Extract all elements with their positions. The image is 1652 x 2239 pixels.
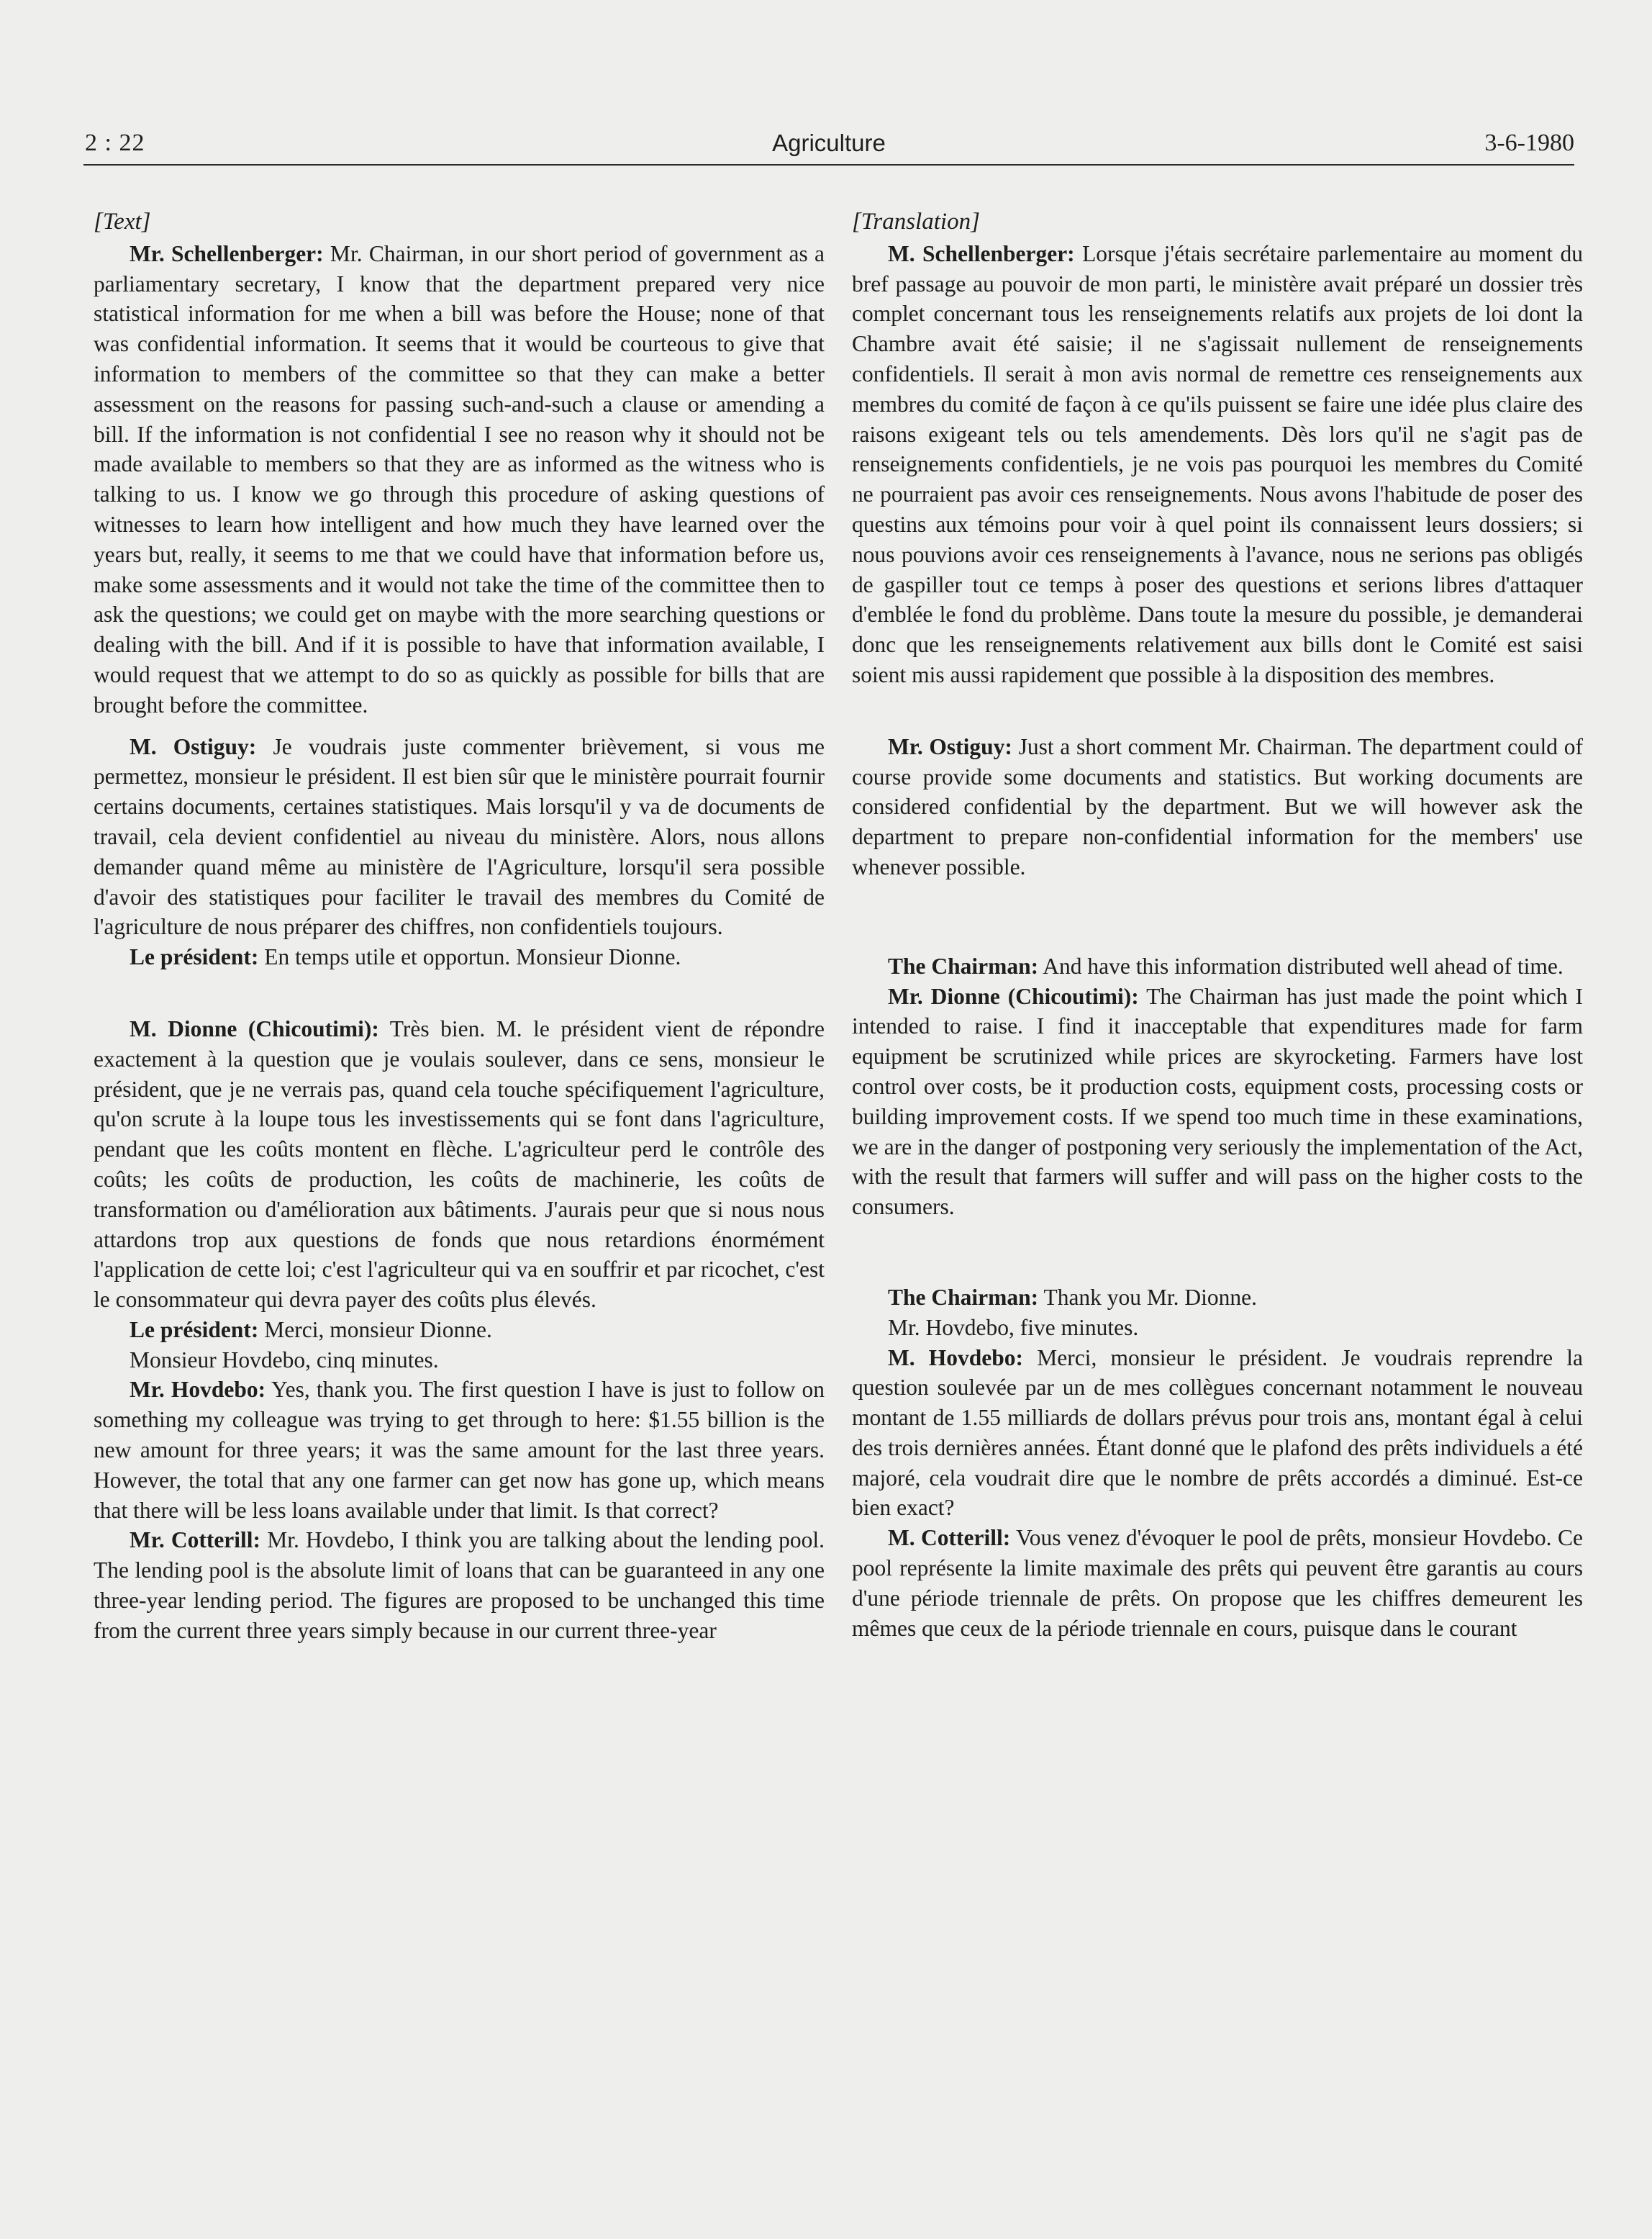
speech-text: Lorsque j'étais secrétaire parlementaire au moment du bref passage au pouvoir de mon parti, le ministère avait préparé un dossier très complet concernant tous les renseignements relatifs aux projets de loi dont la Chambre avait été saisie; il ne s'agissait nullement de renseignements confidentiels. Il serait à mon avis normal de remettre ces renseignements aux membres du comité de façon à ce qu'ils puissent se faire une idée plus claire des raisons exigeant tels ou tels amendements. Dès lors qu'il ne s'agit pas de renseignements confidentiels, je ne vois pas pourquoi les membres du Comité ne pourraient pas avoir ces renseignements. Nous avons l'habitude de poser des questins aux témoins pour voir à quel point ils connaissent leurs dossiers; si nous pouvions avoir ces renseignements à l'avance, nous ne serions pas obligés de gaspiller tout ce temps à poser des questions et serions libres d'attaquer d'emblée le fond du problème. Dans toute la mesure du possible, je demanderai donc que les renseignements relativement aux bills dont le Comité est saisi soient mis aussi rapidement que possible à la disposition des membres. — [852, 240, 1583, 687]
translation-column — [852, 207, 1583, 1643]
speech-text: Mr. Hovdebo, I think you are talking about the lending pool. The lending pool is the absolute limit of loans that can be guaranteed in any one three-year lending period. The figures are proposed to be unchanged this time from the current three years simply because in our current three-year — [94, 1527, 825, 1643]
speech-text: Mr. Hovdebo, five minutes. — [888, 1314, 1139, 1340]
running-title: Agriculture — [772, 130, 886, 156]
paragraph — [94, 239, 825, 720]
paragraph — [94, 1315, 825, 1345]
paragraph — [94, 942, 825, 972]
speaker-name: The Chairman: — [888, 1284, 1039, 1310]
speech-text: And have this information distributed well ahead of time. — [1038, 953, 1564, 979]
paragraph — [852, 732, 1583, 882]
paragraph — [94, 1345, 825, 1375]
speaker-name: Mr. Hovdebo: — [130, 1377, 266, 1403]
page-number: 2 : 22 — [85, 130, 145, 156]
speech-text: Je voudrais juste commenter brièvement, si vous me permettez, monsieur le président. Il est bien sûr que le ministère pourrait fournir certains documents, certaines statistiques. Mais lorsqu'il y va de documents de travail, cela devient confidentiel au niveau du ministère. Alors, nous allons demander quand même au ministère de l'Agriculture, lorsqu'il sera possible d'avoir des statistiques pour faciliter le travail des membres du Comité de l'agriculture de nous préparer des chiffres, non confidentiels toujours. — [94, 733, 825, 940]
speech-text: Thank you Mr. Dionne. — [1038, 1284, 1258, 1310]
speaker-name: Mr. Cotterill: — [130, 1527, 261, 1553]
speaker-name: M. Cotterill: — [888, 1525, 1011, 1551]
page-date: 3-6-1980 — [1484, 130, 1574, 156]
paragraph — [852, 1313, 1583, 1343]
speaker-name: M. Dionne (Chicoutimi): — [130, 1016, 379, 1041]
speaker-name: M. Schellenberger: — [888, 240, 1075, 266]
paragraph — [852, 982, 1583, 1222]
speaker-name: Le président: — [130, 944, 259, 970]
paragraph — [852, 1523, 1583, 1643]
speech-text: The Chairman has just made the point which I intended to raise. I find it inacceptable that expenditures made for farm equipment be scrutinized while prices are skyrocketing. Farmers have lost control over costs, be it production costs, equipment costs, processing costs or building improvement costs. If we spend too much time in these examinations, we are in the danger of postponing very seriously the implementation of the Act, with the result that farmers will suffer and will pass on the higher costs to the consumers. — [852, 983, 1584, 1220]
paragraph — [94, 1525, 825, 1645]
speaker-name: The Chairman: — [888, 953, 1039, 979]
paragraph — [852, 239, 1583, 690]
speaker-name: M. Ostiguy: — [130, 733, 257, 759]
page-header — [83, 124, 1574, 166]
paragraph — [852, 951, 1583, 982]
speaker-name: Le président: — [130, 1316, 259, 1342]
speech-text: En temps utile et opportun. Monsieur Dionne. — [258, 944, 681, 970]
column-tag: [Translation] — [852, 209, 980, 235]
speech-text: Merci, monsieur le président. Je voudrais reprendre la question soulevée par un de mes collègues concernant notamment le nouveau montant de 1.55 milliards de dollars prévus pour trois ans, montant égal à celui des trois dernières années. Étant donné que le plafond des prêts individuels a été majoré, cela voudrait dire que le nombre de prêts accordés a diminué. Est-ce bien exact? — [852, 1344, 1583, 1521]
paragraph — [852, 1283, 1583, 1313]
speaker-name: M. Hovdebo: — [888, 1344, 1024, 1370]
speech-text: Yes, thank you. The first question I have is just to follow on something my colleague was trying to get through to here: $1.55 billion is the new amount for three years; it was the same amount for the last three years. However, the total that any one farmer can get now has gone up, which means that there will be less loans available under that limit. Is that correct? — [94, 1377, 825, 1523]
speaker-name: Mr. Schellenberger: — [130, 240, 324, 266]
paragraph — [94, 1014, 825, 1315]
speech-text: Just a short comment Mr. Chairman. The department could of course provide some documents and statistics. But working documents are considered confidential by the department. But we will however ask the department to prepare non-confidential information for the members' use whenever possible. — [852, 733, 1583, 879]
speech-text: Très bien. M. le président vient de répondre exactement à la question que je voulais soulever, dans ce sens, monsieur le président, que je ne verrais pas, quand cela touche spécifiquement l'agriculture, qu'on scrute à la loupe tous les investissements qui se font dans l'agriculture, pendant que les coûts montent en flèche. L'agriculteur perd le contrôle des coûts; les coûts de production, les coûts de machinerie, les coûts de transformation ou d'amélioration aux bâtiments. J'aurais peur que si nous nous attardons trop aux questions de fonds que nous retardions énormément l'application de cette loi; c'est l'agriculteur qui va en souffrir et par ricochet, c'est le consommateur qui devra payer des coûts plus élevés. — [94, 1016, 825, 1313]
speech-text: Merci, monsieur Dionne. — [258, 1316, 492, 1342]
speech-text: Monsieur Hovdebo, cinq minutes. — [130, 1347, 439, 1372]
english-column — [94, 207, 825, 1646]
paragraph — [94, 732, 825, 943]
speaker-name: Mr. Dionne (Chicoutimi): — [888, 983, 1139, 1009]
paragraph — [94, 1375, 825, 1525]
paragraph — [852, 1343, 1583, 1524]
column-tag: [Text] — [94, 209, 151, 235]
speech-text: Vous venez d'évoquer le pool de prêts, monsieur Hovdebo. Ce pool représente la limite maximale des prêts qui peuvent être garantis au cours d'une période triennale de prêts. On propose que les chiffres demeurent les mêmes que ceux de la période triennale en cours, puisque dans le courant — [852, 1525, 1583, 1641]
speaker-name: Mr. Ostiguy: — [888, 733, 1012, 759]
speech-text: Mr. Chairman, in our short period of government as a parliamentary secretary, I know that the department prepared very nice statistical information for me when a bill was before the House; none of that was confidential information. It seems that it would be courteous to give that information to members of the committee so that they can make a better assessment on the reasons for passing such-and-such a clause or amending a bill. If the information is not confidential I see no reason why it should not be made available to members so that they are as informed as the witness who is talking to us. I know we go through this procedure of asking questions of witnesses to learn how intelligent and how much they have learned over the years but, really, it seems to me that we could have that information before us, make some assessments and it would not take the time of the committee then to ask the questions; we could get on maybe with the more searching questions or dealing with the bill. And if it is possible to have that information available, I would request that we attempt to do so as quickly as possible for bills that are brought before the committee. — [94, 240, 825, 718]
